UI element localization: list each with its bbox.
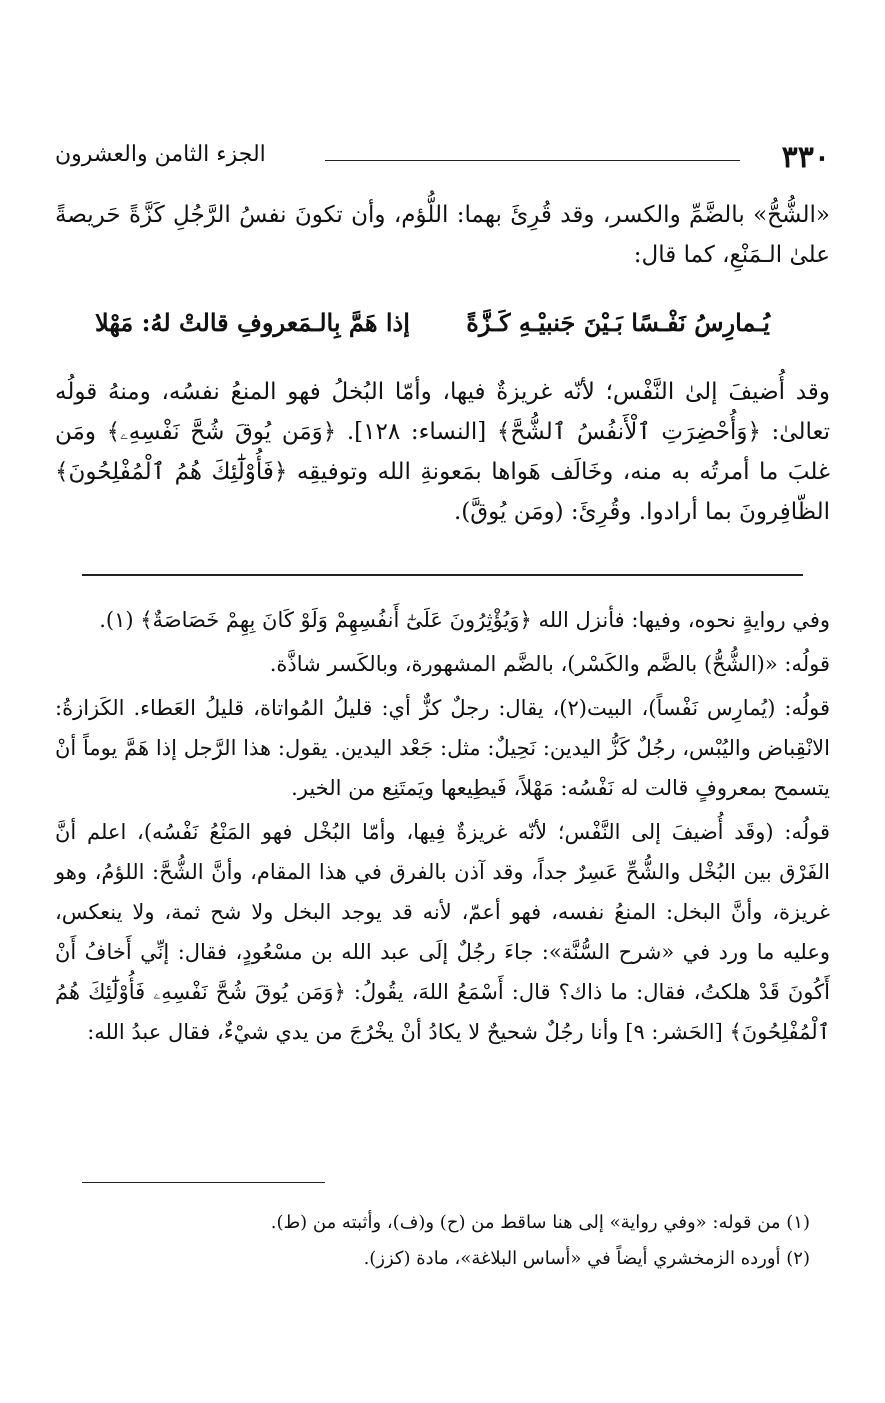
page-number: ٣٣٠ bbox=[781, 140, 830, 175]
verse-first-hemistich: يُـمارِسُ نَفْـسًا بَـيْنَ جَنبيْـهِ كَـزَّةً bbox=[466, 308, 770, 337]
header-rule bbox=[325, 160, 740, 161]
page-header bbox=[55, 140, 830, 180]
main-text-bottom bbox=[55, 372, 830, 532]
main-paragraph-2: وقد أُضيفَ إلىٰ النَّفْس؛ لأنّه غريزةٌ فيها، وأمّا البُخلُ فهو المنعُ نفسُه، ومنهُ قولُه تعالىٰ: ﴿وَأُحْضِرَتِ ٱلْأَنفُسُ ٱلشُّحَّ﴾ [النساء: ١٢٨]. ﴿وَمَن يُوقَ شُحَّ نَفْسِهِۦ﴾ ومَن غلبَ ما أمرتُه به منه، وخَالَف هَواها بمَعونةِ الله وتوفيقِه ﴿فَأُوْلَٰٓئِكَ هُمُ ٱلْمُفْلِحُونَ﴾ الظّافِرونَ بما أرادوا. وقُرِئَ: (ومَن يُوقَّ). bbox=[55, 379, 830, 525]
footnote-1: (١) من قوله: «وفي رواية» إلى هنا ساقط من (ح) و(ف)، وأثبته من (ط). bbox=[270, 1212, 810, 1233]
main-paragraph-1: «الشُّحُّ» بالضَّمِّ والكسر، وقد قُرِئَ بهما: اللُّؤم، وأن تكونَ نفسُ الرَّجُلِ كَزَّةً حَريصةً علىٰ الـمَنْعِ، كما قال: bbox=[55, 202, 830, 268]
commentary-paragraph-4: قولُه: (وقَد أُضيفَ إلى النَّفْس؛ لأنّه غريزةٌ فِيها، وأمّا البُخْل فهو المَنْعُ نَفْسُه)، اعلم أنَّ الفَرْق بين البُخْل والشُّحِّ عَسِرٌ جداً، وقد آذن بالفرق في هذا المقام، وأنَّ الشُّحَّ: اللؤمُ، وهو غريزة، وأنَّ البخل: المنعُ نفسه، فهو أعمّ، لأنه قد يوجد البخل ولا شح ثمة، ولا ينعكس، وعليه ما ورد في «شرح السُّنَّة»: جاءَ رجُلٌ إلَى عبد الله بن مسْعُودٍ، فقال: إنِّي أَخافُ أَنْ أَكُونَ قَدْ هلكتُ، فقال: ما ذاك؟ قال: أَسْمَعُ اللهَ، يقُولُ: ﴿وَمَن يُوقَ شُحَّ نَفْسِهِۦ فَأُوْلَٰٓئِكَ هُمُ ٱلْمُفْلِحُونَ﴾ [الحَشر: ٩] وأنا رجُلٌ شحيحٌ لا يكادُ أنْ يخْرُجَ من يدي شيْءٌ، فقال عبدُ الله: bbox=[55, 820, 830, 1044]
commentary-paragraph-3: قولُه: (يُمارِس نَفْساً)، البيت(٢)، يقال: رجلٌ كزٌّ أي: قليلُ المُواتاة، قليلُ العَطاء. الكَزازةُ: الانْقِباض واليُبْس، رجُلٌ كَزُّ اليدين: نَحِيلٌ: مثل: جَعْد اليدين. يقول: هذا الرَّجل إذا هَمَّ يوماً أنْ يتسمح بمعروفٍ قالت له نَفْسُه: مَهْلاً، فَيطِيعها ويَمتَنِع من الخير. bbox=[55, 696, 830, 800]
part-title: الجزء الثامن والعشرون bbox=[55, 142, 266, 167]
commentary-paragraph-1: وفي روايةٍ نحوه، وفيها: فأنزل الله ﴿وَيُؤْثِرُونَ عَلَىٰٓ أَنفُسِهِمْ وَلَوْ كَانَ بِهِمْ خَصَاصَةٌ﴾ (١). bbox=[99, 608, 830, 632]
main-text-top bbox=[55, 195, 830, 275]
commentary-paragraph-2: قولُه: «(الشُّحُّ) بالضَّم والكَسْر)، بالضَّم المشهورة، وبالكَسر شاذَّة. bbox=[269, 652, 830, 676]
commentary-section bbox=[55, 600, 830, 1056]
main-commentary-separator bbox=[82, 574, 803, 576]
footnote-2: (٢) أورده الزمخشري أيضاً في «أساس البلاغة»، مادة (كزز). bbox=[363, 1248, 810, 1269]
footnotes bbox=[55, 1205, 810, 1277]
footnote-rule bbox=[82, 1182, 325, 1183]
poetry-verse bbox=[55, 308, 830, 352]
verse-second-hemistich: إذا هَمَّ بِالـمَعروفِ قالتْ لهُ: مَهْلا bbox=[95, 308, 410, 337]
